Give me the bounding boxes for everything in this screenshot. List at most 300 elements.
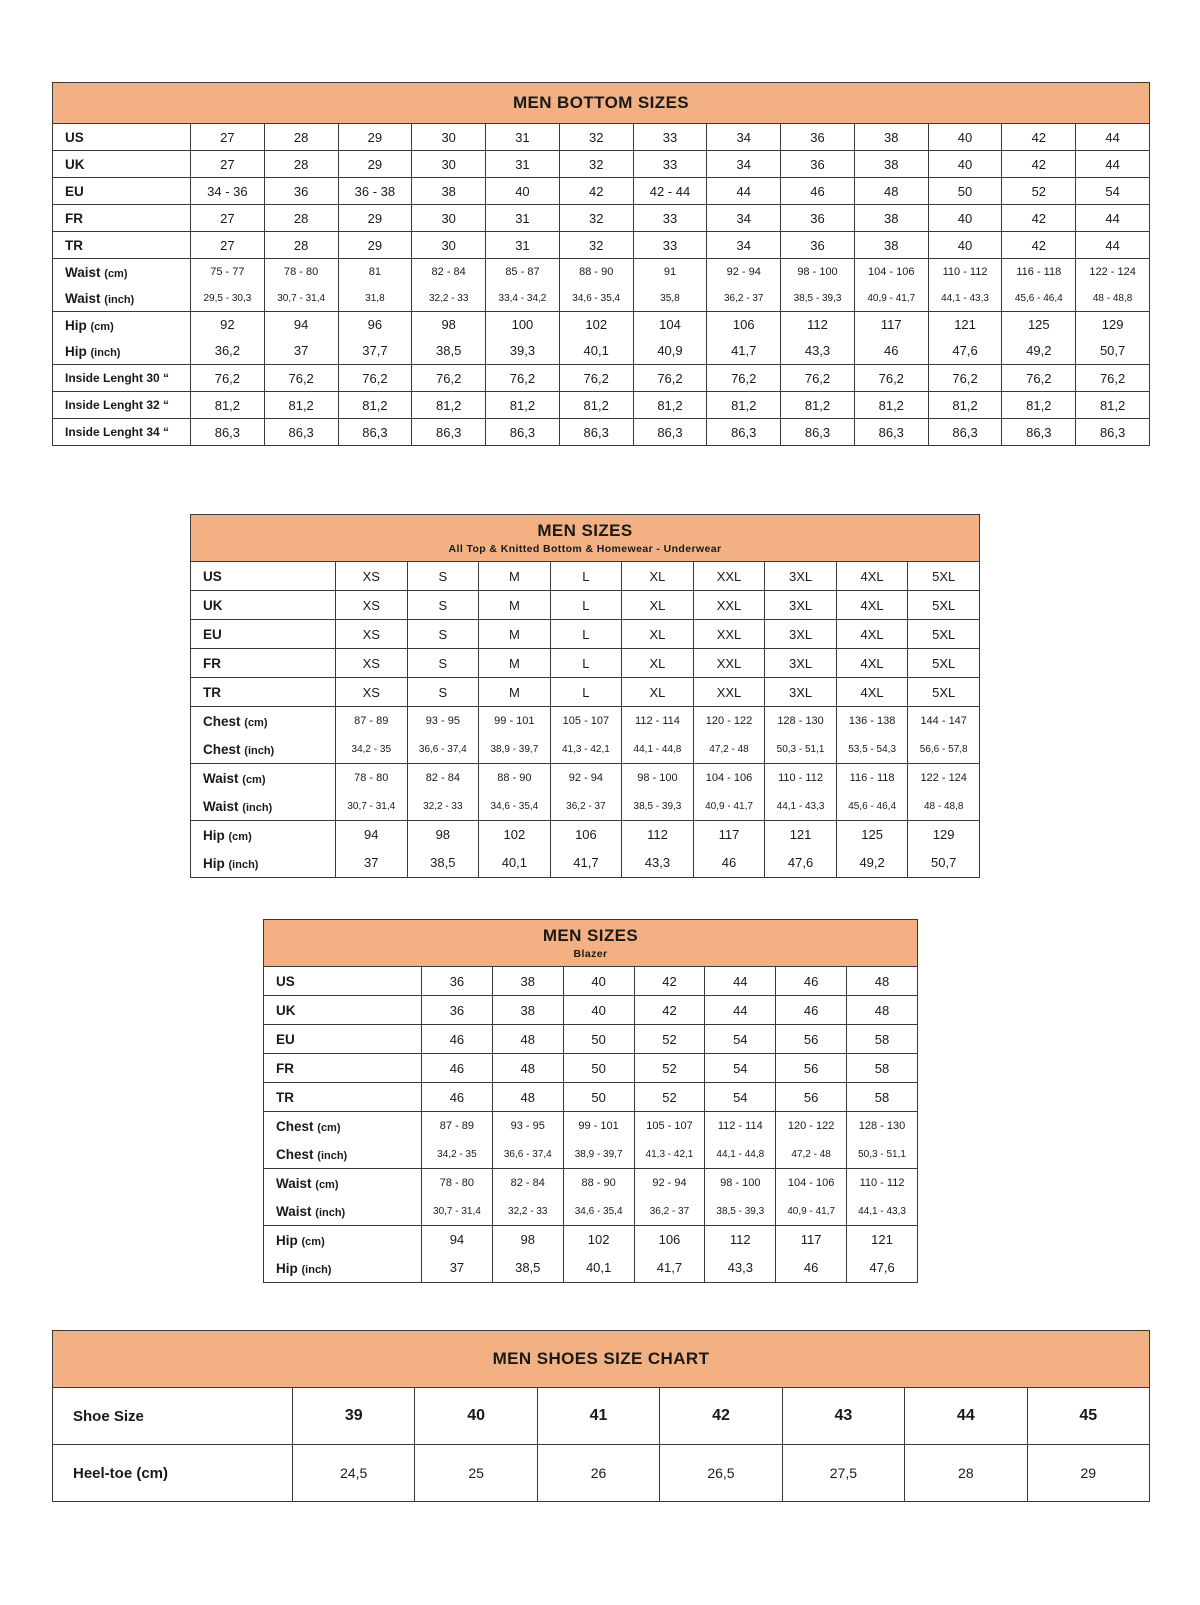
row-label: UK xyxy=(264,996,422,1025)
cell: 50,3 - 51,1 xyxy=(847,1140,918,1169)
cell: S xyxy=(407,620,479,649)
cell: 104 - 106 xyxy=(776,1169,847,1198)
cell: 38 xyxy=(854,205,928,232)
cell: 86,3 xyxy=(412,419,486,446)
cell: 144 - 147 xyxy=(908,707,980,736)
cell: XS xyxy=(336,591,408,620)
row-label-unit: (cm) xyxy=(242,773,266,786)
cell: 32 xyxy=(559,205,633,232)
cell: 47,6 xyxy=(847,1254,918,1283)
table-row xyxy=(191,849,980,878)
table-row xyxy=(264,1254,918,1283)
cell: 27 xyxy=(191,151,265,178)
table-row xyxy=(264,996,918,1025)
cell: 3XL xyxy=(765,649,837,678)
cell: 81,2 xyxy=(264,392,338,419)
cell: 50 xyxy=(563,1025,634,1054)
cell: 36,6 - 37,4 xyxy=(407,735,479,764)
row-label-text: Waist xyxy=(276,1175,312,1191)
cell: 121 xyxy=(765,821,837,850)
cell: 4XL xyxy=(836,620,908,649)
cell: 92 - 94 xyxy=(634,1169,705,1198)
row-label: TR xyxy=(191,678,336,707)
cell: 54 xyxy=(705,1054,776,1083)
cell: 58 xyxy=(847,1025,918,1054)
cell: 40 xyxy=(928,205,1002,232)
cell: M xyxy=(479,678,551,707)
cell: XXL xyxy=(693,649,765,678)
cell: 36 - 38 xyxy=(338,178,412,205)
cell: 81,2 xyxy=(191,392,265,419)
cell: 86,3 xyxy=(338,419,412,446)
cell: 102 xyxy=(479,821,551,850)
cell: 38,5 - 39,3 xyxy=(622,792,694,821)
row-label: EU xyxy=(53,178,191,205)
cell: 44,1 - 44,8 xyxy=(705,1140,776,1169)
cell: 37 xyxy=(422,1254,493,1283)
table-row xyxy=(191,620,980,649)
row-label: FR xyxy=(264,1054,422,1083)
men-shoes-size-chart-table xyxy=(52,1330,1150,1502)
row-label-unit: (inch) xyxy=(315,1206,346,1219)
row-label-unit: (cm) xyxy=(90,320,114,333)
cell: 32,2 - 33 xyxy=(407,792,479,821)
cell: 46 xyxy=(693,849,765,878)
cell: 91 xyxy=(633,259,707,286)
cell: 34,6 - 35,4 xyxy=(479,792,551,821)
cell: 39,3 xyxy=(486,338,560,365)
cell: 29 xyxy=(338,151,412,178)
cell: 54 xyxy=(705,1025,776,1054)
row-label xyxy=(264,1169,422,1198)
cell: 41 xyxy=(537,1388,659,1445)
cell: 54 xyxy=(1076,178,1150,205)
row-label-unit: (inch) xyxy=(90,346,121,359)
cell: 86,3 xyxy=(264,419,338,446)
cell: S xyxy=(407,562,479,591)
row-label xyxy=(53,312,191,339)
cell: 93 - 95 xyxy=(407,707,479,736)
cell: 38,5 xyxy=(412,338,486,365)
cell: 44 xyxy=(905,1388,1027,1445)
cell: 42 - 44 xyxy=(633,178,707,205)
cell: 104 - 106 xyxy=(854,259,928,286)
cell: XXL xyxy=(693,678,765,707)
cell: L xyxy=(550,591,622,620)
cell: 86,3 xyxy=(928,419,1002,446)
cell: 34 xyxy=(707,151,781,178)
cell: 86,3 xyxy=(781,419,855,446)
row-label xyxy=(264,1140,422,1169)
cell: 49,2 xyxy=(836,849,908,878)
row-label: US xyxy=(191,562,336,591)
cell: 54 xyxy=(705,1083,776,1112)
row-label xyxy=(53,259,191,286)
table-row xyxy=(264,967,918,996)
cell: 3XL xyxy=(765,620,837,649)
cell: 98 xyxy=(407,821,479,850)
cell: 41,7 xyxy=(550,849,622,878)
cell: 81,2 xyxy=(559,392,633,419)
cell: 104 - 106 xyxy=(693,764,765,793)
cell: 36,2 - 37 xyxy=(634,1197,705,1226)
row-label: EU xyxy=(264,1025,422,1054)
cell: 81,2 xyxy=(338,392,412,419)
row-label: Inside Lenght 32 “ xyxy=(53,392,191,419)
table-title: MEN SHOES SIZE CHART xyxy=(53,1331,1150,1388)
cell: 46 xyxy=(422,1054,493,1083)
cell: 30 xyxy=(412,232,486,259)
cell: 4XL xyxy=(836,678,908,707)
cell: 36,2 - 37 xyxy=(550,792,622,821)
cell: 3XL xyxy=(765,678,837,707)
row-label-text: Waist xyxy=(203,798,239,814)
cell: 30,7 - 31,4 xyxy=(336,792,408,821)
table-row xyxy=(264,1226,918,1255)
cell: 86,3 xyxy=(707,419,781,446)
cell: 102 xyxy=(563,1226,634,1255)
cell: 26 xyxy=(537,1445,659,1502)
cell: 40,9 xyxy=(633,338,707,365)
cell: 46 xyxy=(422,1025,493,1054)
cell: 76,2 xyxy=(412,365,486,392)
cell: 110 - 112 xyxy=(765,764,837,793)
cell: 81,2 xyxy=(781,392,855,419)
cell: 33 xyxy=(633,205,707,232)
row-label-unit: (inch) xyxy=(301,1263,332,1276)
cell: 30 xyxy=(412,205,486,232)
cell: 47,6 xyxy=(765,849,837,878)
table-row xyxy=(191,764,980,793)
cell: 31 xyxy=(486,151,560,178)
cell: 5XL xyxy=(908,620,980,649)
cell: 42 xyxy=(1002,124,1076,151)
cell: 36,2 xyxy=(191,338,265,365)
row-label: Inside Lenght 34 “ xyxy=(53,419,191,446)
cell: 29 xyxy=(338,232,412,259)
cell: 76,2 xyxy=(707,365,781,392)
row-label-unit: (inch) xyxy=(228,858,259,871)
row-label-unit: (cm) xyxy=(228,830,252,843)
cell: 44,1 - 44,8 xyxy=(622,735,694,764)
row-label: Shoe Size xyxy=(53,1388,293,1445)
cell: 44,1 - 43,3 xyxy=(847,1197,918,1226)
cell: 36 xyxy=(781,124,855,151)
table-row xyxy=(191,591,980,620)
row-label-text: Waist xyxy=(276,1203,312,1219)
cell: 34,6 - 35,4 xyxy=(559,285,633,312)
table-row xyxy=(53,124,1150,151)
cell: 36 xyxy=(781,151,855,178)
row-label-unit: (inch) xyxy=(244,744,275,757)
cell: 128 - 130 xyxy=(765,707,837,736)
table-row xyxy=(264,1025,918,1054)
cell: XL xyxy=(622,562,694,591)
cell: 38,9 - 39,7 xyxy=(563,1140,634,1169)
cell: 76,2 xyxy=(928,365,1002,392)
cell: 58 xyxy=(847,1054,918,1083)
cell: 50 xyxy=(563,1083,634,1112)
cell: XXL xyxy=(693,620,765,649)
cell: 32 xyxy=(559,151,633,178)
cell: 48 xyxy=(492,1054,563,1083)
row-label: TR xyxy=(264,1083,422,1112)
cell: 32,2 - 33 xyxy=(492,1197,563,1226)
row-label xyxy=(53,338,191,365)
cell: 86,3 xyxy=(1076,419,1150,446)
cell: 78 - 80 xyxy=(422,1169,493,1198)
cell: 81,2 xyxy=(928,392,1002,419)
cell: 82 - 84 xyxy=(492,1169,563,1198)
cell: 50,7 xyxy=(908,849,980,878)
cell: 36 xyxy=(781,205,855,232)
cell: 27 xyxy=(191,232,265,259)
cell: M xyxy=(479,591,551,620)
cell: 40,1 xyxy=(563,1254,634,1283)
cell: 43 xyxy=(782,1388,904,1445)
cell: 82 - 84 xyxy=(407,764,479,793)
cell: 48 xyxy=(847,967,918,996)
cell: 40,9 - 41,7 xyxy=(693,792,765,821)
cell: 24,5 xyxy=(293,1445,415,1502)
table-row xyxy=(191,735,980,764)
cell: 104 xyxy=(633,312,707,339)
row-label: FR xyxy=(53,205,191,232)
table-row xyxy=(53,178,1150,205)
cell: 100 xyxy=(486,312,560,339)
cell: 40 xyxy=(486,178,560,205)
cell: 112 xyxy=(622,821,694,850)
cell: 120 - 122 xyxy=(693,707,765,736)
cell: 44 xyxy=(1076,124,1150,151)
row-label-text: Chest xyxy=(203,741,241,757)
table-row xyxy=(191,649,980,678)
cell: 117 xyxy=(776,1226,847,1255)
cell: 52 xyxy=(634,1083,705,1112)
cell: 33 xyxy=(633,124,707,151)
cell: 26,5 xyxy=(660,1445,782,1502)
cell: 105 - 107 xyxy=(550,707,622,736)
cell: 36,6 - 37,4 xyxy=(492,1140,563,1169)
table-row xyxy=(264,1169,918,1198)
cell: 42 xyxy=(1002,151,1076,178)
cell: 46 xyxy=(781,178,855,205)
cell: 31 xyxy=(486,205,560,232)
cell: 125 xyxy=(1002,312,1076,339)
cell: 34,6 - 35,4 xyxy=(563,1197,634,1226)
cell: 4XL xyxy=(836,562,908,591)
cell: 35,8 xyxy=(633,285,707,312)
cell: 48 - 48,8 xyxy=(1076,285,1150,312)
table-row xyxy=(53,285,1150,312)
cell: 98 xyxy=(492,1226,563,1255)
cell: XL xyxy=(622,620,694,649)
cell: 37 xyxy=(264,338,338,365)
cell: 76,2 xyxy=(191,365,265,392)
cell: 94 xyxy=(264,312,338,339)
cell: XS xyxy=(336,649,408,678)
row-label xyxy=(264,1226,422,1255)
cell: 42 xyxy=(660,1388,782,1445)
table-row xyxy=(191,678,980,707)
cell: 88 - 90 xyxy=(559,259,633,286)
cell: 28 xyxy=(905,1445,1027,1502)
row-label-unit: (cm) xyxy=(301,1235,325,1248)
cell: 92 - 94 xyxy=(550,764,622,793)
cell: 34 xyxy=(707,205,781,232)
cell: 5XL xyxy=(908,562,980,591)
cell: 3XL xyxy=(765,562,837,591)
cell: 99 - 101 xyxy=(563,1112,634,1141)
cell: 29 xyxy=(338,205,412,232)
cell: 44 xyxy=(707,178,781,205)
cell: 44 xyxy=(1076,232,1150,259)
cell: 48 xyxy=(492,1083,563,1112)
row-label-text: Hip xyxy=(65,343,87,359)
cell: 121 xyxy=(847,1226,918,1255)
cell: 34 xyxy=(707,124,781,151)
table-row xyxy=(264,1083,918,1112)
row-label-text: Hip xyxy=(276,1260,298,1276)
table-row xyxy=(191,792,980,821)
table-row xyxy=(53,312,1150,339)
cell: 86,3 xyxy=(633,419,707,446)
cell: 40 xyxy=(415,1388,537,1445)
cell: 112 xyxy=(781,312,855,339)
cell: 98 xyxy=(412,312,486,339)
cell: 37,7 xyxy=(338,338,412,365)
cell: 46 xyxy=(776,1254,847,1283)
cell: XS xyxy=(336,678,408,707)
cell: 38,5 - 39,3 xyxy=(705,1197,776,1226)
cell: 50,3 - 51,1 xyxy=(765,735,837,764)
cell: 46 xyxy=(854,338,928,365)
cell: 93 - 95 xyxy=(492,1112,563,1141)
cell: 28 xyxy=(264,124,338,151)
cell: 81 xyxy=(338,259,412,286)
cell: 41,3 - 42,1 xyxy=(550,735,622,764)
cell: 42 xyxy=(634,996,705,1025)
cell: S xyxy=(407,678,479,707)
cell: 136 - 138 xyxy=(836,707,908,736)
cell: 49,2 xyxy=(1002,338,1076,365)
cell: 44,1 - 43,3 xyxy=(928,285,1002,312)
cell: 38,5 xyxy=(492,1254,563,1283)
cell: 86,3 xyxy=(1002,419,1076,446)
cell: 85 - 87 xyxy=(486,259,560,286)
row-label-unit: (cm) xyxy=(104,267,128,280)
cell: 129 xyxy=(908,821,980,850)
cell: 86,3 xyxy=(854,419,928,446)
cell: 129 xyxy=(1076,312,1150,339)
cell: 37 xyxy=(336,849,408,878)
cell: 48 xyxy=(847,996,918,1025)
cell: 110 - 112 xyxy=(928,259,1002,286)
table-title-row xyxy=(53,83,1150,124)
cell: 48 - 48,8 xyxy=(908,792,980,821)
cell: 56 xyxy=(776,1054,847,1083)
cell: L xyxy=(550,649,622,678)
cell: 110 - 112 xyxy=(847,1169,918,1198)
cell: 32,2 - 33 xyxy=(412,285,486,312)
cell: 25 xyxy=(415,1445,537,1502)
table-row xyxy=(53,232,1150,259)
cell: 87 - 89 xyxy=(422,1112,493,1141)
cell: 32 xyxy=(559,124,633,151)
row-label: FR xyxy=(191,649,336,678)
cell: 94 xyxy=(336,821,408,850)
table-row xyxy=(264,1054,918,1083)
cell: 38 xyxy=(412,178,486,205)
cell: 34,2 - 35 xyxy=(422,1140,493,1169)
cell: 41,7 xyxy=(634,1254,705,1283)
row-label: TR xyxy=(53,232,191,259)
cell: 76,2 xyxy=(854,365,928,392)
cell: 50 xyxy=(563,1054,634,1083)
cell: 105 - 107 xyxy=(634,1112,705,1141)
row-label: Heel-toe (cm) xyxy=(53,1445,293,1502)
cell: 86,3 xyxy=(559,419,633,446)
cell: 47,6 xyxy=(928,338,1002,365)
cell: 38,5 - 39,3 xyxy=(781,285,855,312)
cell: 122 - 124 xyxy=(908,764,980,793)
table-title: MEN SIZES All Top & Knitted Bottom & Homewear - Underwear xyxy=(191,515,980,562)
cell: L xyxy=(550,620,622,649)
cell: 40 xyxy=(928,124,1002,151)
cell: 36 xyxy=(422,996,493,1025)
cell: 40 xyxy=(928,151,1002,178)
table-title-row xyxy=(264,920,918,967)
cell: 112 - 114 xyxy=(705,1112,776,1141)
cell: 98 - 100 xyxy=(781,259,855,286)
table-row xyxy=(264,1140,918,1169)
table-row xyxy=(53,1445,1150,1502)
row-label: UK xyxy=(53,151,191,178)
cell: 3XL xyxy=(765,591,837,620)
cell: S xyxy=(407,591,479,620)
cell: 41,3 - 42,1 xyxy=(634,1140,705,1169)
cell: 43,3 xyxy=(705,1254,776,1283)
cell: 31,8 xyxy=(338,285,412,312)
cell: 81,2 xyxy=(1076,392,1150,419)
row-label xyxy=(191,849,336,878)
table-row xyxy=(191,562,980,591)
cell: 30 xyxy=(412,151,486,178)
cell: 88 - 90 xyxy=(563,1169,634,1198)
cell: 38,9 - 39,7 xyxy=(479,735,551,764)
cell: 92 xyxy=(191,312,265,339)
cell: 76,2 xyxy=(1076,365,1150,392)
cell: 42 xyxy=(1002,205,1076,232)
cell: 40 xyxy=(563,996,634,1025)
row-label: EU xyxy=(191,620,336,649)
table-row xyxy=(53,419,1150,446)
row-label xyxy=(264,1197,422,1226)
table-row xyxy=(53,392,1150,419)
row-label xyxy=(191,735,336,764)
table-row xyxy=(53,151,1150,178)
cell: XS xyxy=(336,620,408,649)
table-title: MEN BOTTOM SIZES xyxy=(53,83,1150,124)
table-row xyxy=(53,338,1150,365)
cell: 29 xyxy=(1027,1445,1149,1502)
cell: 76,2 xyxy=(486,365,560,392)
table-row xyxy=(264,1112,918,1141)
cell: 128 - 130 xyxy=(847,1112,918,1141)
cell: XS xyxy=(336,562,408,591)
cell: 38 xyxy=(492,996,563,1025)
cell: 106 xyxy=(634,1226,705,1255)
